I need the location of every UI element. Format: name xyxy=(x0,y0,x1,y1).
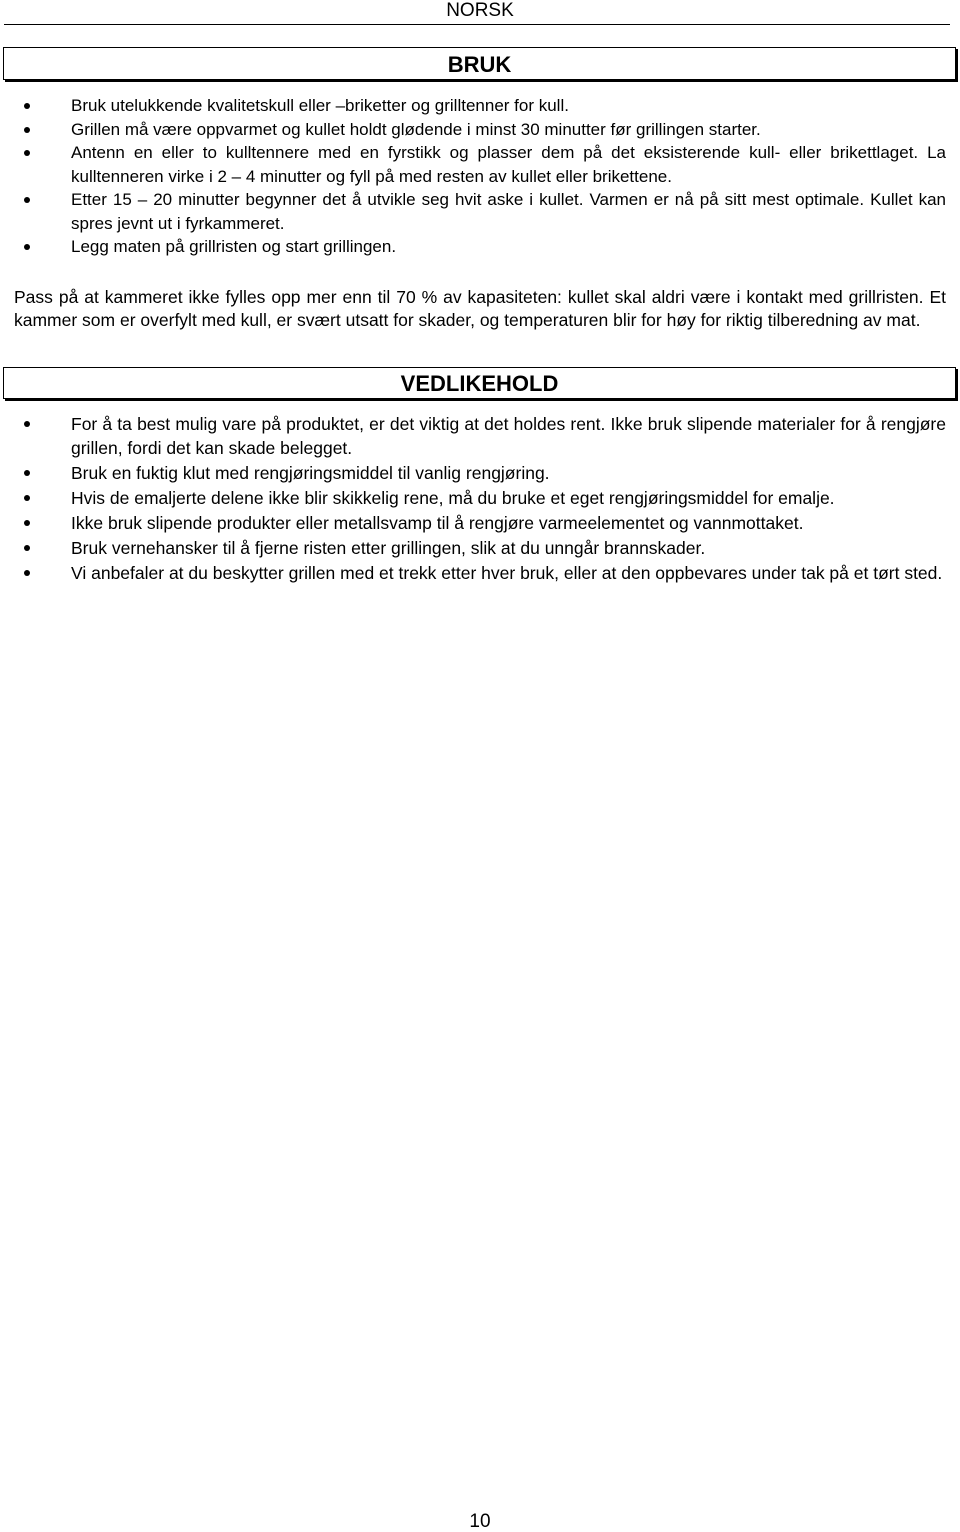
list-item xyxy=(0,235,960,259)
list-item xyxy=(0,536,960,560)
list-item-text: Grillen må være oppvarmet og kullet holdt glødende i minst 30 minutter før grillingen starter. xyxy=(71,119,761,139)
list-item-text: Antenn en eller to kulltennere med en fyrstikk og plasser dem på det eksisterende kull- eller brikettlaget. La kulltenneren virke i 2 – 4 minutter og fyll på med resten av kullet eller brikettene. xyxy=(71,143,946,186)
list-item xyxy=(0,511,960,535)
list-item-text: Ikke bruk slipende produkter eller metallsvamp til å rengjøre varmeelementet og vannmottaket. xyxy=(71,513,804,533)
list-item-text: Hvis de emaljerte delene ikke blir skikkelig rene, må du bruke et eget rengjøringsmiddel for emalje. xyxy=(71,488,835,508)
bullet-icon xyxy=(24,495,30,501)
section-title-bruk: BRUK xyxy=(3,47,956,80)
bullet-icon xyxy=(24,197,30,203)
list-item xyxy=(0,461,960,485)
header-language: NORSK xyxy=(446,0,514,21)
list-item-text: Bruk vernehansker til å fjerne risten etter grillingen, slik at du unngår brannskader. xyxy=(71,538,706,558)
list-item xyxy=(0,188,960,235)
list-item xyxy=(0,141,960,188)
list-item-text: Bruk utelukkende kvalitetskull eller –briketter og grilltenner for kull. xyxy=(71,96,569,115)
capacity-warning-paragraph: Pass på at kammeret ikke fylles opp mer enn til 70 % av kapasiteten: kullet skal aldri være i kontakt med grillristen. Et kammer som er overfylt med kull, er svært utsatt for skader, og temperaturen blir for høy for riktig tilberedning av mat. xyxy=(14,287,946,330)
bullet-icon xyxy=(24,545,30,551)
list-item xyxy=(0,486,960,510)
bullet-icon xyxy=(24,244,30,250)
bullet-icon xyxy=(24,103,30,109)
list-item-text: Legg maten på grillristen og start grillingen. xyxy=(71,237,397,256)
list-item-text: Etter 15 – 20 minutter begynner det å utvikle seg hvit aske i kullet. Varmen er nå på sitt mest optimale. Kullet kan spres jevnt ut i fyrkammeret. xyxy=(71,190,946,233)
section-title-vedlikehold xyxy=(3,367,956,399)
bullet-icon xyxy=(24,150,30,156)
list-item xyxy=(0,118,960,142)
list-item-text: Vi anbefaler at du beskytter grillen med et trekk etter hver bruk, eller at den oppbevares under tak på et tørt sted. xyxy=(71,563,943,583)
bullet-icon xyxy=(24,421,30,427)
list-item xyxy=(0,94,960,118)
vedlikehold-list xyxy=(0,412,960,586)
header-divider xyxy=(4,24,950,25)
page-number: 10 xyxy=(469,1511,491,1532)
bullet-icon xyxy=(24,570,30,576)
section-title-text: VEDLIKEHOLD xyxy=(400,371,559,396)
list-item xyxy=(0,561,960,585)
bullet-icon xyxy=(24,127,30,133)
bruk-list xyxy=(0,94,960,259)
list-item-text: For å ta best mulig vare på produktet, er det viktig at det holdes rent. Ikke bruk slipende materialer for å rengjøre grillen, fordi det kan skade belegget. xyxy=(71,414,946,458)
list-item-text: Bruk en fuktig klut med rengjøringsmiddel til vanlig rengjøring. xyxy=(71,463,550,483)
bullet-icon xyxy=(24,470,30,476)
list-item xyxy=(0,412,960,460)
bullet-icon xyxy=(24,520,30,526)
